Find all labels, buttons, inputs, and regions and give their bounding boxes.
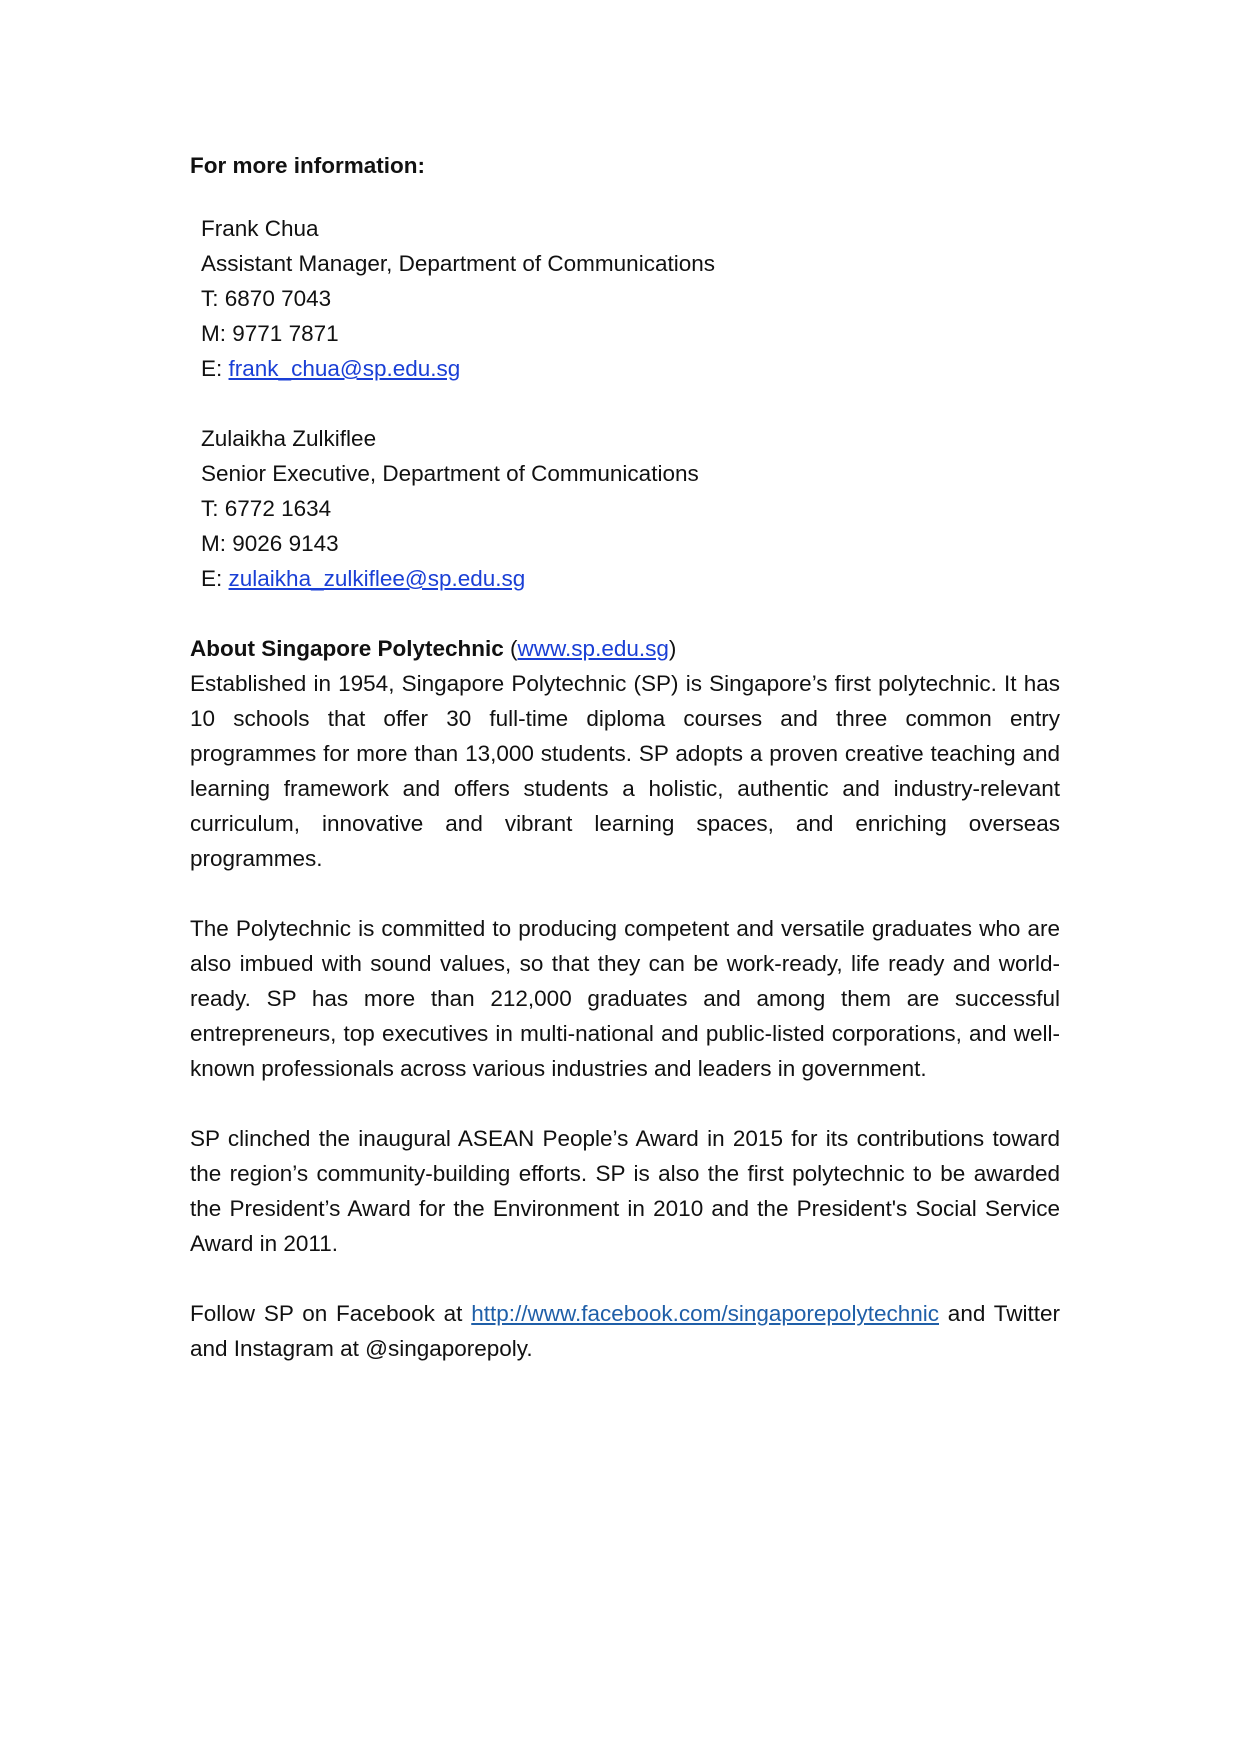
phone-label: T: bbox=[201, 286, 219, 311]
contact-email-link[interactable]: zulaikha_zulkiflee@sp.edu.sg bbox=[228, 566, 526, 591]
about-paragraph-3: SP clinched the inaugural ASEAN People’s Award in 2015 for its contributions toward the region’s community-building efforts. SP is also the first polytechnic to be awarded the President’s Award for the Environment in 2010 and the President's Social Service Award in 2011. bbox=[190, 1126, 1060, 1256]
document-page bbox=[190, 148, 1060, 1366]
contact-phone-line bbox=[201, 491, 1060, 526]
follow-prefix: Follow SP on Facebook at bbox=[190, 1301, 472, 1326]
contact-card-1 bbox=[190, 211, 1060, 386]
contact-title: Senior Executive, Department of Communications bbox=[201, 461, 699, 486]
follow-paragraph bbox=[190, 1296, 1060, 1366]
contact-mobile-line bbox=[201, 526, 1060, 561]
open-paren: ( bbox=[510, 636, 518, 661]
info-heading: For more information: bbox=[190, 153, 425, 178]
contact-name: Zulaikha Zulkiflee bbox=[201, 426, 377, 451]
email-label: E: bbox=[201, 566, 223, 591]
contact-name: Frank Chua bbox=[201, 216, 319, 241]
contact-phone: 6870 7043 bbox=[224, 286, 332, 311]
contact-mobile: 9026 9143 bbox=[232, 531, 339, 556]
contact-email-line bbox=[201, 561, 1060, 596]
contact-phone: 6772 1634 bbox=[224, 496, 332, 521]
about-paragraph-2: The Polytechnic is committed to producing competent and versatile graduates who are also imbued with sound values, so that they can be work-ready, life ready and world-ready. SP has more than 212,000 graduates and among them are successful entrepreneurs, top executives in multi-national and public-listed corporations, and well-known professionals across various industries and leaders in government. bbox=[190, 916, 1060, 1081]
about-paragraph-1: Established in 1954, Singapore Polytechnic (SP) is Singapore’s first polytechnic. It has 10 schools that offer 30 full-time diploma courses and three common entry programmes for more than 13,000 students. SP adopts a proven creative teaching and learning framework and offers students a holistic, authentic and industry-relevant curriculum, innovative and vibrant learning spaces, and enriching overseas programmes. bbox=[190, 671, 1060, 871]
email-label: E: bbox=[201, 356, 223, 381]
contact-email-link[interactable]: frank_chua@sp.edu.sg bbox=[228, 356, 461, 381]
about-heading-line bbox=[190, 631, 1060, 666]
mobile-label: M: bbox=[201, 531, 226, 556]
contact-email-line bbox=[201, 351, 1060, 386]
website-link[interactable]: www.sp.edu.sg bbox=[517, 636, 669, 661]
about-section bbox=[190, 631, 1060, 1366]
contact-mobile-line bbox=[201, 316, 1060, 351]
contact-mobile: 9771 7871 bbox=[232, 321, 339, 346]
facebook-link[interactable]: http://www.facebook.com/singaporepolytechnic bbox=[471, 1301, 939, 1326]
mobile-label: M: bbox=[201, 321, 226, 346]
contact-phone-line bbox=[201, 281, 1060, 316]
about-title: About Singapore Polytechnic bbox=[190, 636, 504, 661]
follow-suffix: and Twitter and Instagram at @singaporepoly. bbox=[190, 1301, 1060, 1361]
close-paren: ) bbox=[668, 636, 677, 661]
contact-card-2 bbox=[190, 421, 1060, 596]
phone-label: T: bbox=[201, 496, 219, 521]
contact-title: Assistant Manager, Department of Communications bbox=[201, 251, 715, 276]
